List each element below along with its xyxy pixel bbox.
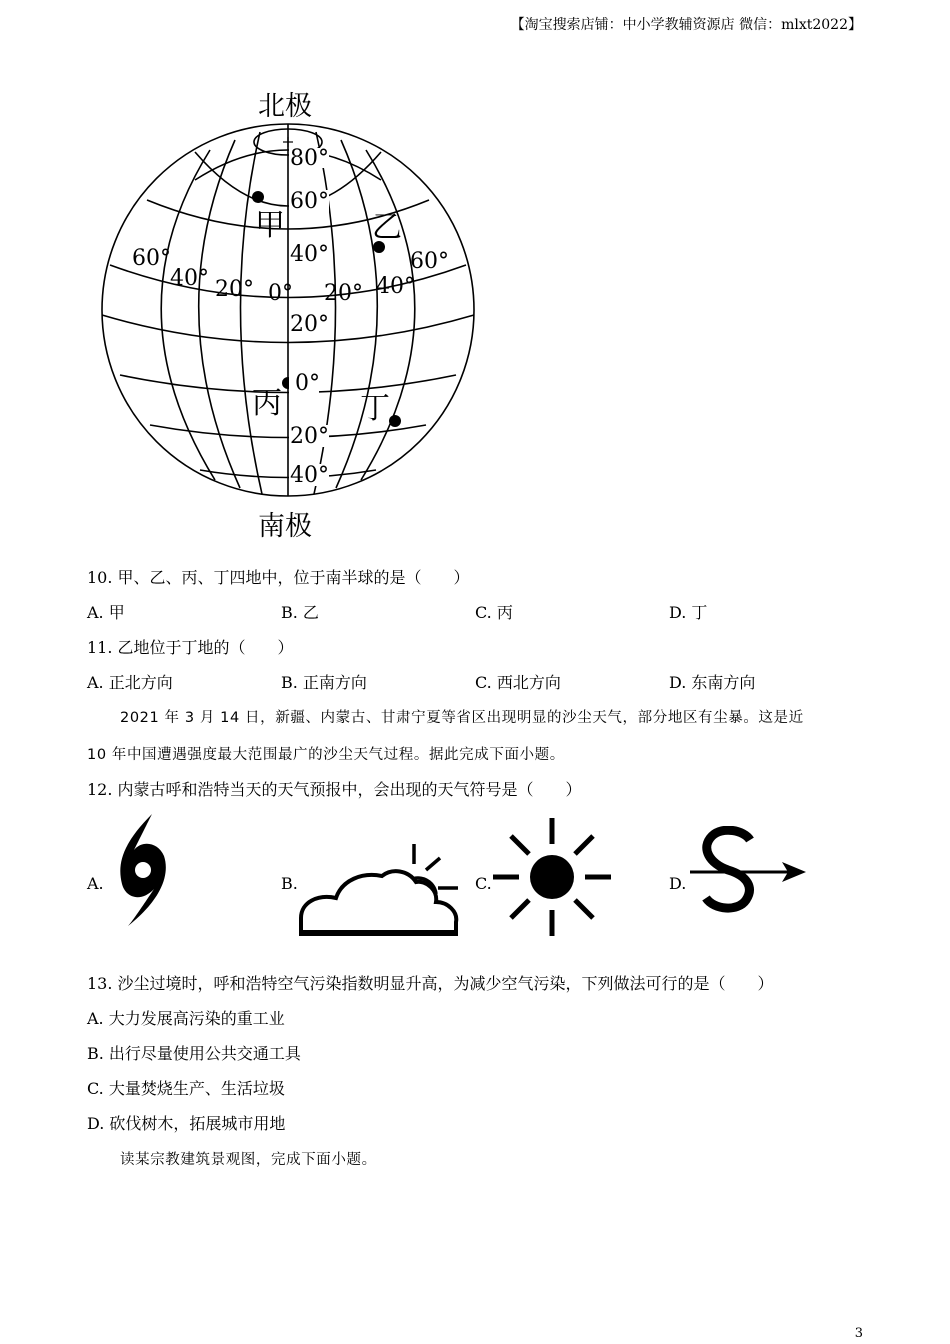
q12-option-d[interactable]: D. [669,874,687,893]
q12-option-a[interactable]: A. [87,874,104,893]
q10-option-b[interactable]: B. 乙 [281,603,319,622]
meridian-w60 [161,150,215,480]
globe-diagram [90,110,490,510]
lat-label-0: 0° [295,371,320,396]
passage-2: 读某宗教建筑景观图，完成下面小题。 [120,1152,377,1168]
page-number: 3 [854,1326,863,1341]
lon-label-0: 0° [268,281,293,306]
q12-stem: 12. 内蒙古呼和浩特当天的天气预报中，会出现的天气符号是（ ） [87,780,582,799]
typhoon-icon [112,814,174,926]
lat-label-60: 60° [290,189,329,214]
lat-label-40: 40° [290,242,329,267]
south-pole-label: 南极 [258,511,312,542]
q12-option-b[interactable]: B. [281,874,298,893]
lon-label-w20: 20° [215,277,254,302]
q10-option-c[interactable]: C. 丙 [475,603,513,622]
q13-option-c[interactable]: C. 大量焚烧生产、生活垃圾 [87,1079,285,1098]
q13-option-a[interactable]: A. 大力发展高污染的重工业 [87,1009,285,1028]
north-pole-label: 北极 [258,91,312,122]
lon-label-w60: 60° [132,246,171,271]
label-ding: 丁 [360,391,390,426]
q10-option-a[interactable]: A. 甲 [87,603,125,622]
meridian-w20 [240,132,262,494]
lat-label-s40: 40° [290,463,329,488]
header-text: 【淘宝搜索店铺：中小学教辅资源店 微信：mlxt2022】 [510,17,862,33]
q11-option-a[interactable]: A. 正北方向 [87,673,173,692]
q13-option-b[interactable]: B. 出行尽量使用公共交通工具 [87,1044,301,1063]
point-jia [252,191,264,203]
lon-label-w40: 40° [170,266,209,291]
q11-option-b[interactable]: B. 正南方向 [281,673,367,692]
lon-label-e60: 60° [410,249,449,274]
meridian-e60 [361,150,415,480]
sandstorm-icon [688,826,808,916]
q11-option-c[interactable]: C. 西北方向 [475,673,561,692]
label-jia: 甲 [255,208,285,243]
q10-stem: 10. 甲、乙、丙、丁四地中，位于南半球的是（ ） [87,568,470,587]
q10-option-d[interactable]: D. 丁 [669,603,708,622]
passage-line-2: 10 年中国遭遇强度最大范围最广的沙尘天气过程。据此完成下面小题。 [87,747,565,763]
sunny-icon [493,818,611,936]
label-bing: 丙 [252,386,282,421]
q11-stem: 11. 乙地位于丁地的（ ） [87,638,294,657]
lon-label-e20: 20° [324,281,363,306]
lon-label-e40: 40° [376,274,415,299]
partly-cloudy-icon [298,842,463,936]
lat-label-20: 20° [290,312,329,337]
lat-label-80: 80° [290,146,329,171]
q13-stem: 13. 沙尘过境时，呼和浩特空气污染指数明显升高，为减少空气污染，下列做法可行的是（ ） [87,974,774,993]
q13-option-d[interactable]: D. 砍伐树木，拓展城市用地 [87,1114,286,1133]
label-yi: 乙 [372,210,402,245]
passage-line-1: 2021 年 3 月 14 日，新疆、内蒙古、甘肃宁夏等省区出现明显的沙尘天气，部分地区有尘暴。这是近 [120,710,804,726]
point-ding [389,415,401,427]
lat-label-s20: 20° [290,424,329,449]
q11-option-d[interactable]: D. 东南方向 [669,673,756,692]
q12-option-c[interactable]: C. [475,874,492,893]
